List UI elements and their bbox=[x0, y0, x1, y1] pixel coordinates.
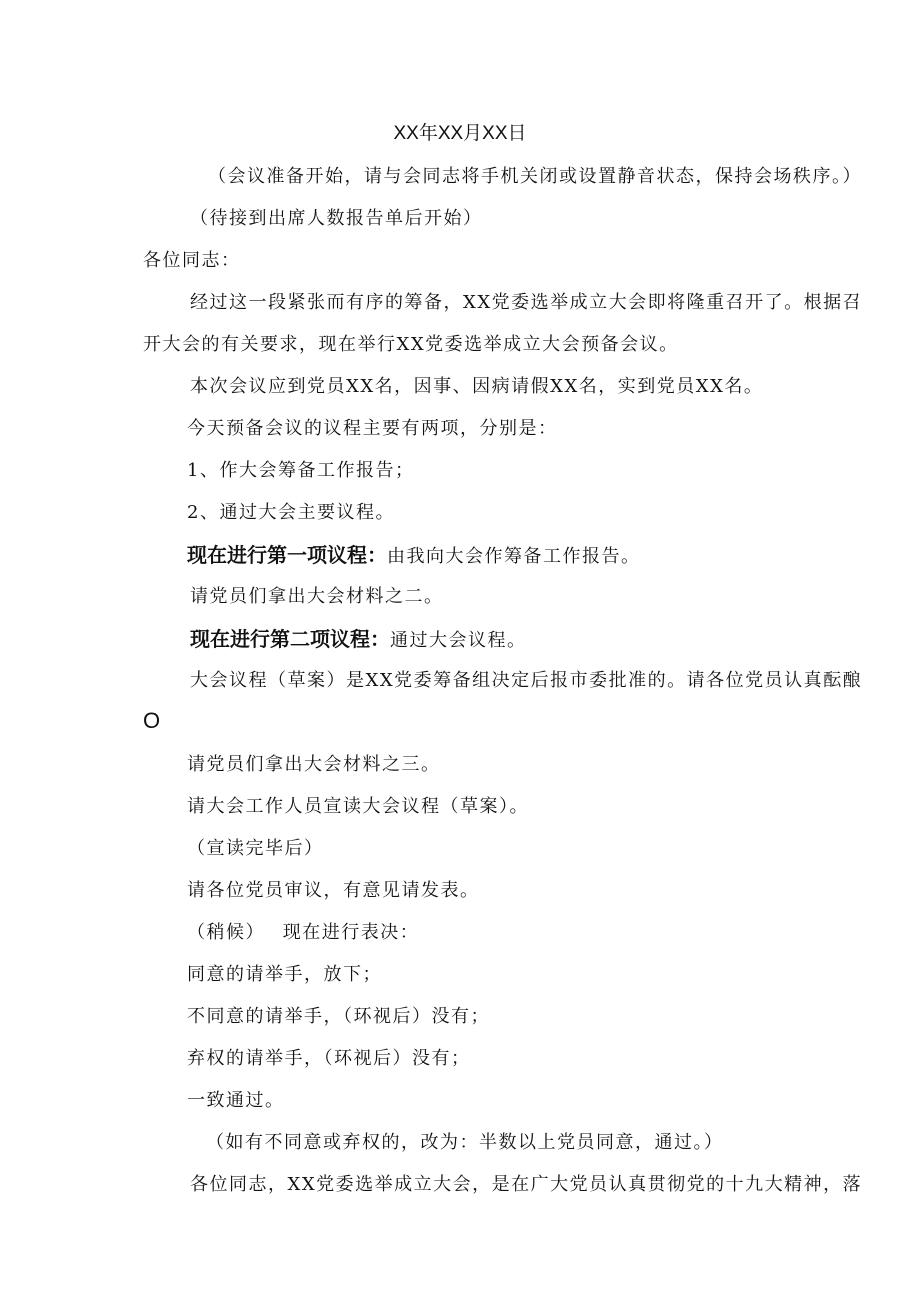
agenda-first-item bbox=[187, 543, 641, 569]
document-date: XX年XX月XX日 bbox=[393, 123, 527, 144]
agenda-item-2: 2、通过大会主要议程。 bbox=[187, 502, 395, 523]
vote-start: （稍候） 现在进行表决： bbox=[187, 922, 420, 943]
second-item-text: 通过大会议程。 bbox=[390, 630, 527, 651]
agenda-second-item bbox=[190, 627, 527, 653]
review-request: 请各位党员审议，有意见请发表。 bbox=[187, 880, 480, 901]
note-prepare: （会议准备开始，请与会同志将手机关闭或设置静音状态，保持会场秩序。） bbox=[208, 166, 862, 187]
vote-abstain: 弃权的请举手，（环视后）没有； bbox=[187, 1048, 471, 1069]
read-draft-instruction: 请大会工作人员宣读大会议程（草案）。 bbox=[187, 796, 529, 817]
attendance-statement: 本次会议应到党员XX名，因事、因病请假XX名，实到党员XX名。 bbox=[190, 376, 764, 397]
agenda-item-1: 1、作大会筹备工作报告； bbox=[187, 460, 415, 481]
agenda-intro: 今天预备会议的议程主要有两项，分别是： bbox=[187, 418, 558, 439]
materials-two: 请党员们拿出大会材料之二。 bbox=[190, 586, 444, 607]
first-item-text: 由我向大会作筹备工作报告。 bbox=[387, 546, 641, 567]
stray-o-character: O bbox=[143, 708, 161, 733]
note-alternative-result: （如有不同意或弃权的，改为：半数以上党员同意，通过。） bbox=[206, 1132, 724, 1153]
paragraph-intro-line2: 开大会的有关要求，现在举行XX党委选举成立大会预备会议。 bbox=[143, 334, 679, 355]
note-wait-report: （待接到出席人数报告单后开始） bbox=[190, 208, 483, 229]
note-after-reading: （宣读完毕后） bbox=[187, 838, 324, 859]
closing-paragraph-line1: 各位同志，XX党委选举成立大会，是在广大党员认真贯彻党的十九大精神，落 bbox=[190, 1174, 863, 1195]
draft-agenda-statement: 大会议程（草案）是XX党委筹备组决定后报市委批准的。请各位党员认真酝酿 bbox=[190, 670, 863, 691]
first-item-heading: 现在进行第一项议程： bbox=[187, 543, 387, 567]
paragraph-intro-line1: 经过这一段紧张而有序的筹备，XX党委选举成立大会即将隆重召开了。根据召 bbox=[190, 292, 863, 313]
greeting: 各位同志： bbox=[143, 250, 241, 271]
vote-result: 一致通过。 bbox=[187, 1090, 285, 1111]
vote-disagree: 不同意的请举手，（环视后）没有； bbox=[187, 1006, 490, 1027]
materials-three: 请党员们拿出大会材料之三。 bbox=[187, 754, 441, 775]
vote-agree: 同意的请举手，放下； bbox=[187, 964, 382, 985]
second-item-heading: 现在进行第二项议程： bbox=[190, 627, 390, 651]
